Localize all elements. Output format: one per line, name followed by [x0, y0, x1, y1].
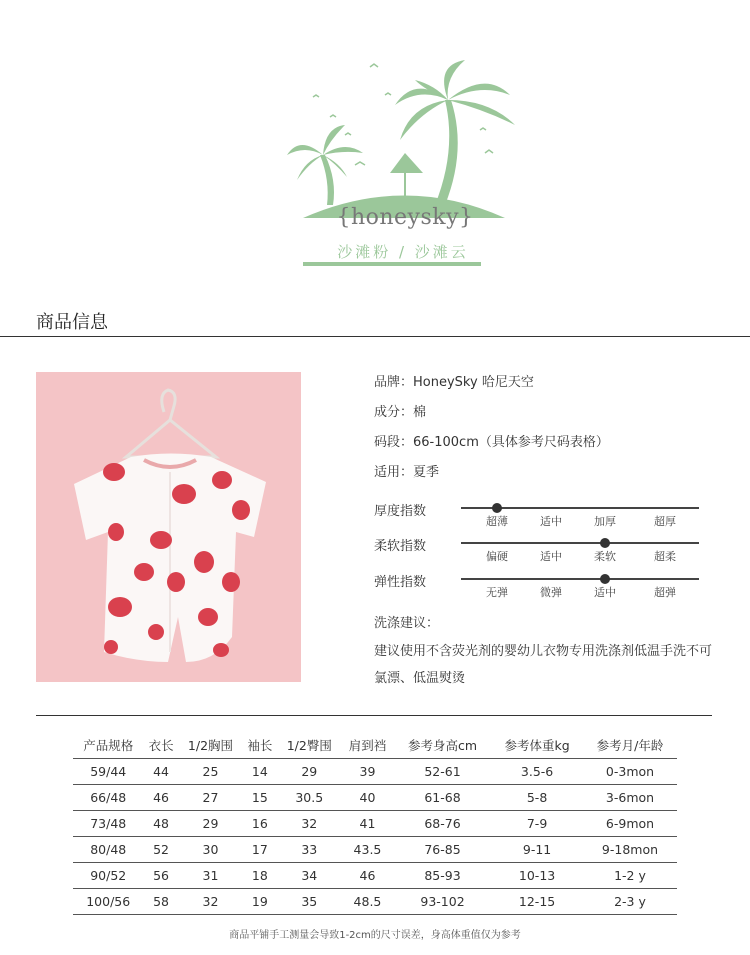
table-row [73, 759, 677, 785]
logo-subtitle: 沙滩粉 / 沙滩云 [337, 243, 469, 261]
table-cell: 66/48 [73, 785, 143, 811]
scale-label: 柔软指数 [374, 539, 427, 554]
table-cell: 68-76 [394, 811, 491, 837]
table-cell: 16 [242, 811, 277, 837]
info-size-range [374, 431, 609, 450]
scale-option: 超厚 [654, 515, 676, 528]
table-cell: 33 [277, 837, 341, 863]
section-divider [0, 336, 750, 337]
table-row [73, 837, 677, 863]
table-cell: 48.5 [341, 889, 394, 915]
table-cell: 9-11 [491, 837, 583, 863]
table-cell: 40 [341, 785, 394, 811]
table-cell: 17 [242, 837, 277, 863]
header-age: 参考月/年龄 [596, 738, 664, 753]
table-divider [36, 715, 712, 716]
table-cell: 90/52 [73, 863, 143, 889]
info-brand [374, 371, 534, 390]
table-cell: 61-68 [394, 785, 491, 811]
table-cell: 1-2 y [583, 863, 677, 889]
table-cell: 29 [277, 759, 341, 785]
table-cell: 52-61 [394, 759, 491, 785]
table-cell: 9-18mon [583, 837, 677, 863]
table-cell: 10-13 [491, 863, 583, 889]
scale-label: 厚度指数 [374, 504, 427, 519]
table-cell: 3.5-6 [491, 759, 583, 785]
scale-option: 超薄 [486, 515, 508, 528]
table-cell: 7-9 [491, 811, 583, 837]
table-cell: 14 [242, 759, 277, 785]
scale-marker [600, 538, 610, 548]
scale-option: 微弹 [540, 586, 562, 599]
scale-label: 弹性指数 [374, 575, 427, 590]
size-chart-table [73, 732, 677, 915]
table-cell: 46 [341, 863, 394, 889]
table-cell: 56 [143, 863, 178, 889]
table-cell: 12-15 [491, 889, 583, 915]
table-cell: 76-85 [394, 837, 491, 863]
table-cell: 27 [179, 785, 243, 811]
table-cell: 3-6mon [583, 785, 677, 811]
table-cell: 25 [179, 759, 243, 785]
header-weight: 参考体重kg [504, 738, 570, 753]
scale-option: 适中 [540, 550, 562, 563]
scale-marker [600, 574, 610, 584]
scale-option: 超柔 [654, 550, 676, 563]
palm-island-icon [285, 55, 525, 220]
table-cell: 46 [143, 785, 178, 811]
info-size-range-value: 66-100cm（具体参考尺码表格） [413, 435, 609, 450]
table-cell: 93-102 [394, 889, 491, 915]
table-header-row [73, 732, 677, 759]
table-cell: 19 [242, 889, 277, 915]
scale-track [461, 578, 699, 580]
table-row [73, 863, 677, 889]
table-cell: 58 [143, 889, 178, 915]
scale-track [461, 542, 699, 544]
table-cell: 59/44 [73, 759, 143, 785]
table-cell: 31 [179, 863, 243, 889]
table-cell: 100/56 [73, 889, 143, 915]
info-material-value: 棉 [413, 405, 427, 420]
info-season [374, 461, 439, 480]
table-cell: 41 [341, 811, 394, 837]
table-cell: 6-9mon [583, 811, 677, 837]
table-cell: 29 [179, 811, 243, 837]
scale-option: 超弹 [654, 586, 676, 599]
info-season-value: 夏季 [413, 465, 440, 480]
scale-option: 适中 [540, 515, 562, 528]
table-row [73, 889, 677, 915]
wash-advice-text: 建议使用不含荧光剂的婴幼儿衣物专用洗涤剂低温手洗不可氯漂、低温熨烫 [374, 644, 713, 686]
section-title: 商品信息 [36, 312, 108, 333]
table-cell: 43.5 [341, 837, 394, 863]
info-material-label: 成分： [374, 405, 414, 420]
wash-advice-title: 洗涤建议： [374, 616, 440, 631]
header-half-hip: 1/2臀围 [286, 738, 332, 753]
table-cell: 32 [179, 889, 243, 915]
table-cell: 39 [341, 759, 394, 785]
info-size-range-label: 码段： [374, 435, 414, 450]
header-height: 参考身高cm [408, 738, 478, 753]
info-material [374, 401, 426, 420]
scale-option: 加厚 [594, 515, 616, 528]
product-photo [36, 372, 301, 682]
table-cell: 18 [242, 863, 277, 889]
table-cell: 32 [277, 811, 341, 837]
header-length: 衣长 [148, 738, 174, 753]
table-cell: 85-93 [394, 863, 491, 889]
logo-brand-name: {honeysky} [336, 205, 474, 230]
table-cell: 48 [143, 811, 178, 837]
romper-illustration-icon [36, 372, 301, 682]
table-cell: 30.5 [277, 785, 341, 811]
header-spec: 产品规格 [83, 738, 134, 753]
table-cell: 34 [277, 863, 341, 889]
table-cell: 0-3mon [583, 759, 677, 785]
info-season-label: 适用： [374, 465, 414, 480]
brand-logo [285, 55, 525, 270]
logo-underline [303, 262, 481, 266]
table-cell: 35 [277, 889, 341, 915]
scale-option: 柔软 [594, 550, 616, 563]
size-footnote: 商品平铺手工测量会导致1-2cm的尺寸误差，身高体重值仅为参考 [229, 930, 521, 941]
table-row [73, 785, 677, 811]
scale-marker [492, 503, 502, 513]
header-half-chest: 1/2胸围 [187, 738, 234, 753]
header-shoulder-crotch: 肩到裆 [348, 738, 387, 753]
table-row [73, 811, 677, 837]
table-cell: 30 [179, 837, 243, 863]
scale-option: 适中 [594, 586, 616, 599]
table-cell: 80/48 [73, 837, 143, 863]
scale-option: 偏硬 [486, 550, 508, 563]
table-cell: 52 [143, 837, 178, 863]
table-cell: 73/48 [73, 811, 143, 837]
scale-option: 无弹 [486, 586, 508, 599]
table-cell: 2-3 y [583, 889, 677, 915]
table-cell: 44 [143, 759, 178, 785]
table-cell: 5-8 [491, 785, 583, 811]
info-brand-label: 品牌： [374, 375, 414, 390]
header-sleeve: 袖长 [247, 738, 273, 753]
table-cell: 15 [242, 785, 277, 811]
info-brand-value: HoneySky 哈尼天空 [413, 375, 534, 390]
